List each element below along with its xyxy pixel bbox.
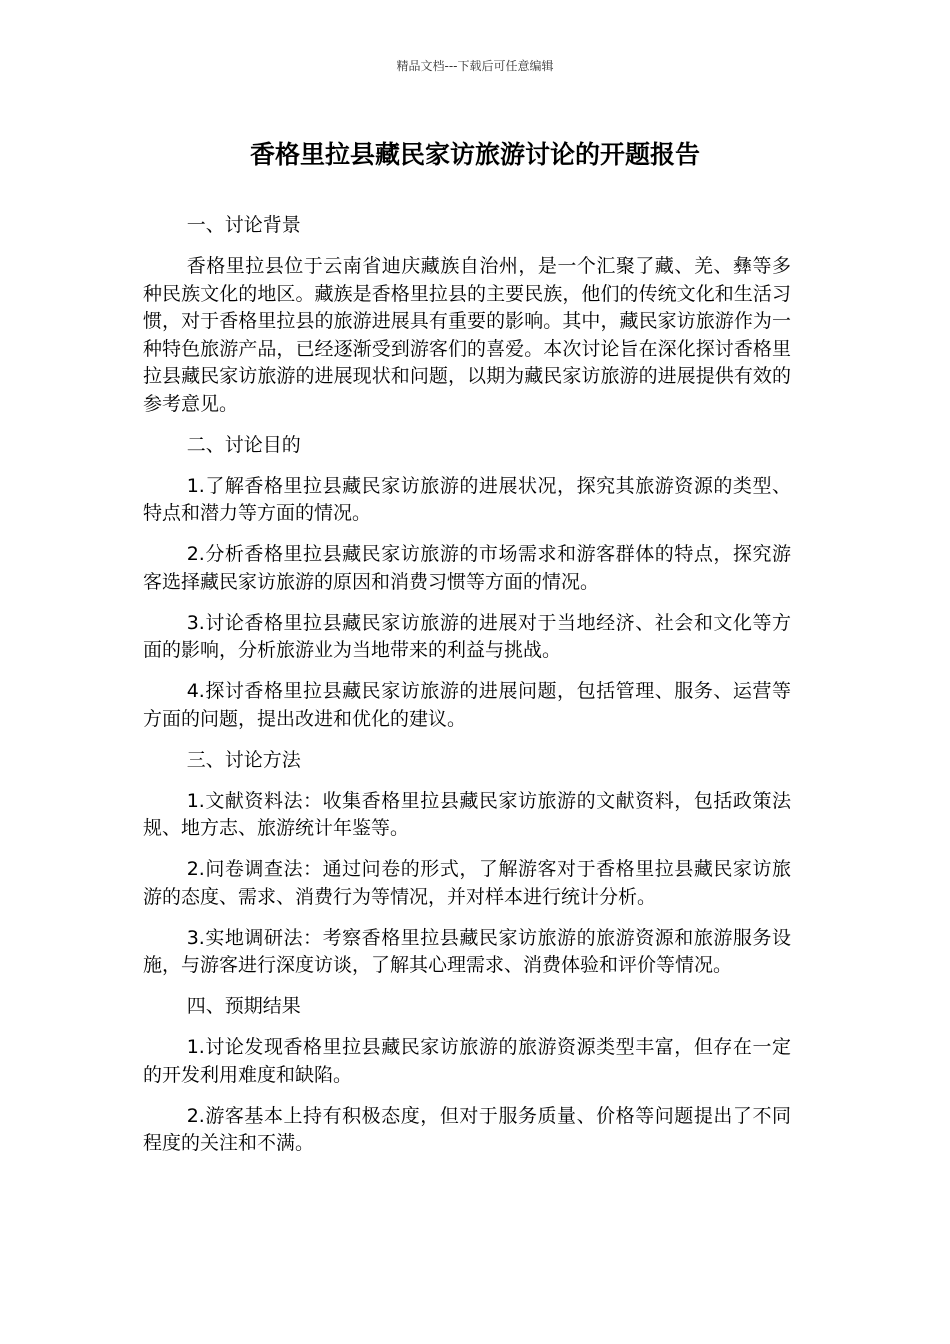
section-heading-method: 三、讨论方法 (186, 748, 301, 771)
purpose-item-2: 2.分析香格里拉县藏民家访旅游的市场需求和游客群体的特点，探究游客选择藏民家访旅游的原因和消费习惯等方面的情况。 (143, 543, 791, 593)
page-header-note: 精品文档---下载后可任意编辑 (396, 59, 554, 73)
method-item-3: 3.实地调研法：考察香格里拉县藏民家访旅游的旅游资源和旅游服务设施，与游客进行深度访谈，了解其心理需求、消费体验和评价等情况。 (143, 926, 791, 976)
purpose-item-3: 3.讨论香格里拉县藏民家访旅游的进展对于当地经济、社会和文化等方面的影响，分析旅游业为当地带来的利益与挑战。 (143, 611, 791, 661)
results-item-1: 1.讨论发现香格里拉县藏民家访旅游的旅游资源类型丰富，但存在一定的开发利用难度和缺陷。 (143, 1036, 791, 1086)
method-item-1: 1.文献资料法：收集香格里拉县藏民家访旅游的文献资料，包括政策法规、地方志、旅游统计年鉴等。 (143, 789, 791, 839)
section-heading-purpose: 二、讨论目的 (186, 433, 301, 456)
background-paragraph: 香格里拉县位于云南省迪庆藏族自治州，是一个汇聚了藏、羌、彝等多种民族文化的地区。藏族是香格里拉县的主要民族，他们的传统文化和生活习惯，对于香格里拉县的旅游进展具有重要的影响。其中，藏民家访旅游作为一种特色旅游产品，已经逐渐受到游客们的喜爱。本次讨论旨在深化探讨香格里拉县藏民家访旅游的进展现状和问题，以期为藏民家访旅游的进展提供有效的参考意见。 (143, 255, 791, 415)
document-body (143, 212, 791, 1171)
section-heading-results: 四、预期结果 (186, 995, 301, 1017)
section-heading-background: 一、讨论背景 (186, 214, 301, 236)
purpose-item-4: 4.探讨香格里拉县藏民家访旅游的进展问题，包括管理、服务、运营等方面的问题，提出改进和优化的建议。 (143, 680, 791, 730)
method-item-2: 2.问卷调查法：通过问卷的形式，了解游客对于香格里拉县藏民家访旅游的态度、需求、消费行为等情况，并对样本进行统计分析。 (143, 858, 791, 908)
purpose-item-1: 1.了解香格里拉县藏民家访旅游的进展状况，探究其旅游资源的类型、特点和潜力等方面的情况。 (143, 474, 791, 524)
results-item-2: 2.游客基本上持有积极态度，但对于服务质量、价格等问题提出了不同程度的关注和不满。 (143, 1104, 791, 1154)
document-title: 香格里拉县藏民家访旅游讨论的开题报告 (249, 140, 700, 169)
